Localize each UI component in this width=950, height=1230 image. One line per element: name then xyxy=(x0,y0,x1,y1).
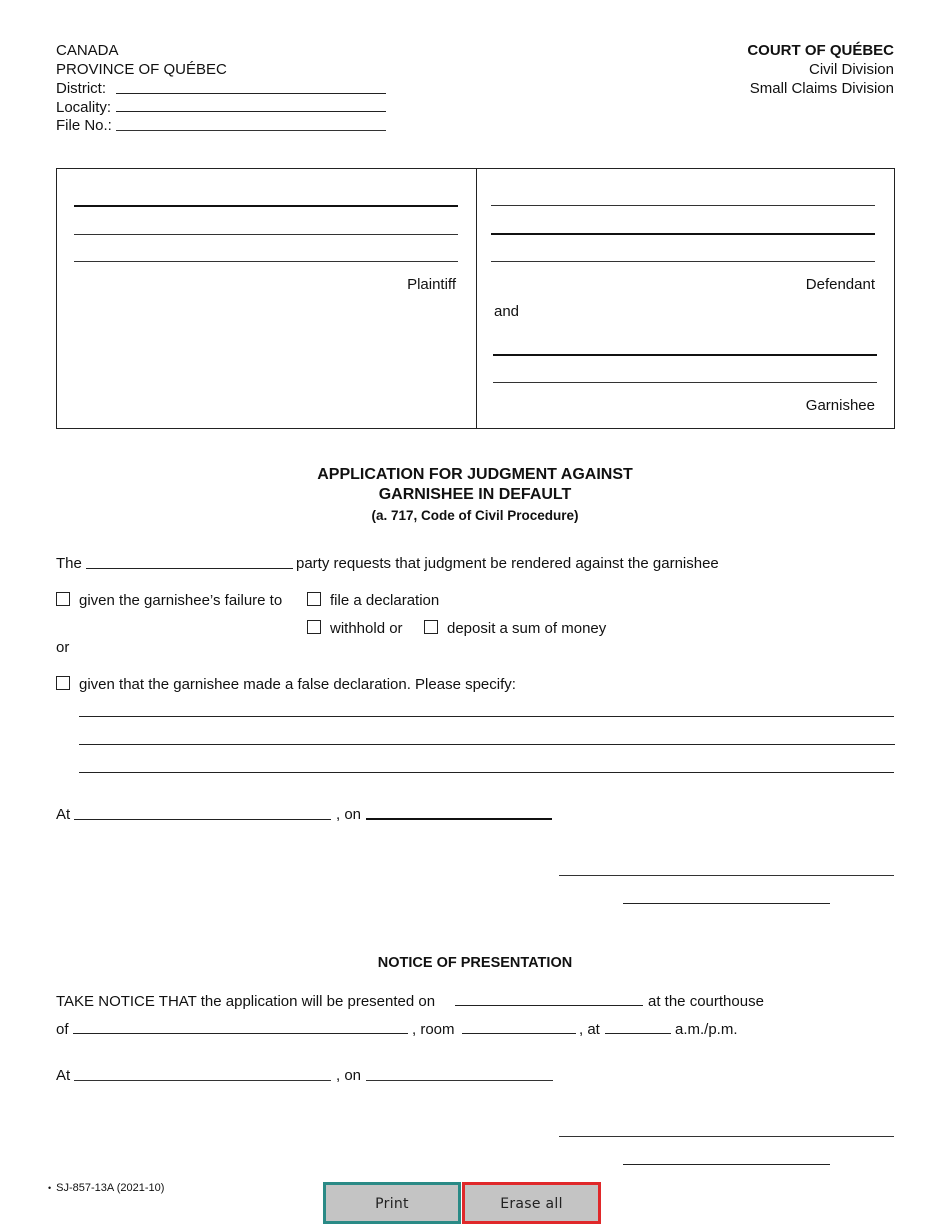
district-field[interactable] xyxy=(116,93,386,94)
application-place-field[interactable] xyxy=(74,819,331,820)
defendant-line-2[interactable] xyxy=(491,233,875,235)
notice-at-label: At xyxy=(56,1067,71,1084)
the-label: The xyxy=(56,555,82,572)
room-label: , room xyxy=(412,1021,455,1038)
garnishee-line-2[interactable] xyxy=(493,382,877,383)
locality-label: Locality: xyxy=(56,99,112,116)
notice-on-label: , on xyxy=(336,1067,362,1084)
defendant-line-3[interactable] xyxy=(491,261,875,262)
courthouse-field[interactable] xyxy=(73,1033,408,1034)
court-title: COURT OF QUÉBEC xyxy=(747,42,894,59)
garnishee-label: Garnishee xyxy=(805,397,875,414)
presentation-date-field[interactable] xyxy=(455,1005,643,1006)
division-label: Civil Division xyxy=(808,61,894,78)
ampm-label: a.m./p.m. xyxy=(675,1021,738,1038)
false-declaration-label: given that the garnishee made a false declaration. Please specify: xyxy=(79,676,516,693)
form-code xyxy=(48,1182,164,1194)
file-declaration-label: file a declaration xyxy=(330,592,440,609)
application-name-line[interactable] xyxy=(623,903,830,904)
notice-signature-line[interactable] xyxy=(559,1136,894,1137)
application-on-label: , on xyxy=(336,806,362,823)
form-title-line-1: APPLICATION FOR JUDGMENT AGAINST xyxy=(317,466,633,483)
or-label: or xyxy=(56,639,70,656)
time-at-label: , at xyxy=(579,1021,600,1038)
garnishee-line-1[interactable] xyxy=(493,354,877,356)
request-text: party requests that judgment be rendered against the garnishee xyxy=(296,555,719,572)
bullet-icon: • xyxy=(48,1183,52,1193)
withhold-label: withhold or xyxy=(330,620,403,637)
and-label: and xyxy=(494,303,520,320)
district-label: District: xyxy=(56,80,106,97)
notice-heading: NOTICE OF PRESENTATION xyxy=(377,955,573,971)
of-label: of xyxy=(56,1021,69,1038)
courthouse-label: at the courthouse xyxy=(648,993,764,1010)
form-subtitle: (a. 717, Code of Civil Procedure) xyxy=(371,508,579,523)
plaintiff-line-1[interactable] xyxy=(74,205,458,207)
notice-place-field[interactable] xyxy=(74,1080,331,1081)
time-field[interactable] xyxy=(605,1033,671,1034)
deposit-checkbox[interactable] xyxy=(424,620,438,634)
deposit-label: deposit a sum of money xyxy=(447,620,607,637)
plaintiff-label: Plaintiff xyxy=(407,276,456,293)
withhold-checkbox[interactable] xyxy=(307,620,321,634)
file-number-field[interactable] xyxy=(116,130,386,131)
notice-date-field[interactable] xyxy=(366,1080,553,1081)
application-at-label: At xyxy=(56,806,71,823)
defendant-line-1[interactable] xyxy=(491,205,875,206)
specify-line-1[interactable] xyxy=(79,716,894,717)
failure-checkbox[interactable] xyxy=(56,592,70,606)
party-field[interactable] xyxy=(86,568,293,569)
plaintiff-line-2[interactable] xyxy=(74,234,458,235)
false-declaration-checkbox[interactable] xyxy=(56,676,70,690)
defendant-label: Defendant xyxy=(805,276,875,293)
application-date-field[interactable] xyxy=(366,818,552,820)
province-label: PROVINCE OF QUÉBEC xyxy=(56,61,227,78)
locality-field[interactable] xyxy=(116,111,386,112)
room-field[interactable] xyxy=(462,1033,576,1034)
country-label: CANADA xyxy=(56,42,119,59)
subdivision-label: Small Claims Division xyxy=(749,80,894,97)
form-title-line-2: GARNISHEE IN DEFAULT xyxy=(378,486,572,503)
file-number-label: File No.: xyxy=(56,117,112,134)
specify-line-3[interactable] xyxy=(79,772,894,773)
file-declaration-checkbox[interactable] xyxy=(307,592,321,606)
notice-name-line[interactable] xyxy=(623,1164,830,1165)
plaintiff-line-3[interactable] xyxy=(74,261,458,262)
form-code-text: SJ-857-13A (2021-10) xyxy=(56,1182,165,1194)
parties-box xyxy=(56,168,895,429)
application-signature-line[interactable] xyxy=(559,875,894,876)
take-notice-text: TAKE NOTICE THAT the application will be presented on xyxy=(56,993,436,1010)
erase-all-button[interactable]: Erase all xyxy=(462,1182,601,1224)
parties-divider xyxy=(476,169,477,428)
print-button[interactable]: Print xyxy=(323,1182,461,1224)
specify-line-2[interactable] xyxy=(79,744,895,745)
failure-label: given the garnishee’s failure to xyxy=(79,592,283,609)
